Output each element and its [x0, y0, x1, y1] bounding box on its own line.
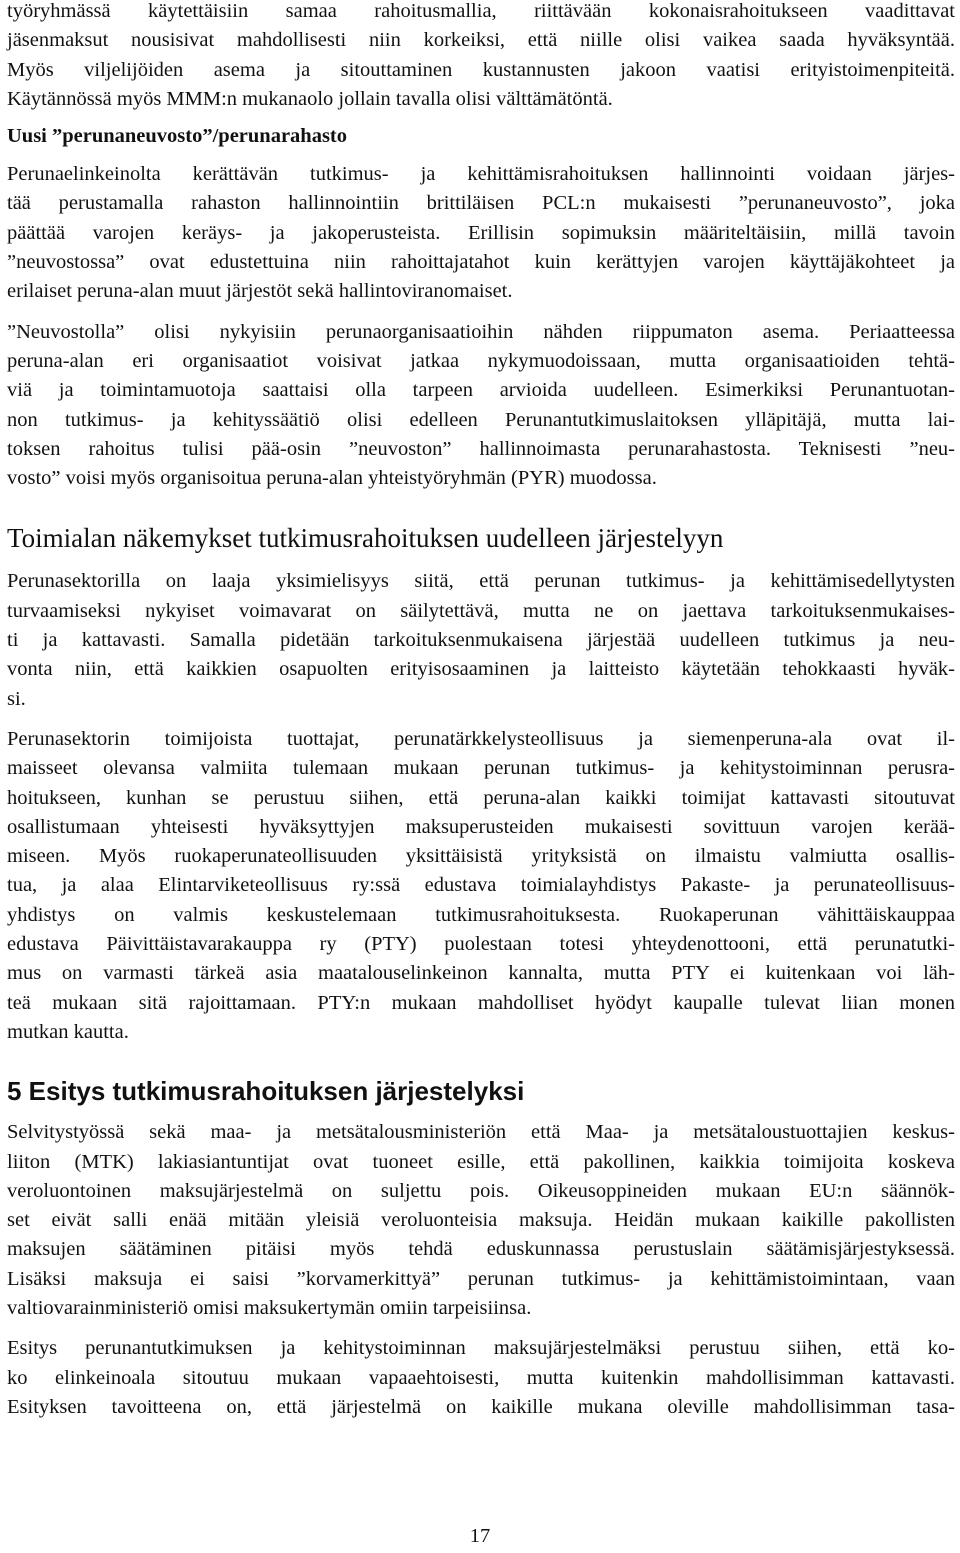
- text-line: mus on varmasti tärkeä asia maatalouselinkeinon kannalta, mutta PTY ei kuitenkaan voi läh-: [7, 962, 955, 985]
- text-line: mutkan kautta.: [7, 1020, 129, 1043]
- text-line: tää perustamalla rahaston hallinnointiin brittiläisen PCL:n mukaisesti ”perunaneuvosto”, joka: [7, 192, 955, 215]
- section-heading: Toimialan näkemykset tutkimusrahoituksen uudelleen järjestelyyn: [7, 523, 724, 554]
- text-line: osallistumaan yhteisesti hyväksyttyjen maksuperusteiden mukaisesti sovittuun varojen kerää-: [7, 815, 955, 838]
- text-line: erilaiset peruna-alan muut järjestöt sekä hallintoviranomaiset.: [7, 280, 513, 303]
- chapter-heading: 5 Esitys tutkimusrahoituksen järjestelyksi: [7, 1076, 525, 1107]
- document-page: [7, 0, 955, 1422]
- text-line: non tutkimus- ja kehityssäätiö olisi edelleen Perunantutkimuslaitoksen ylläpitäjä, mutta lai-: [7, 408, 955, 431]
- text-line: teä mukaan sitä rajoittamaan. PTY:n mukaan mahdolliset hyödyt kaupalle tulevat liian monen: [7, 991, 955, 1014]
- text-line: tua, ja alaa Elintarviketeollisuus ry:ssä edustava toimialayhdistys Pakaste- ja perunateollisuus-: [7, 874, 955, 897]
- text-line: si.: [7, 687, 26, 710]
- text-line: ”Neuvostolla” olisi nykyisiin perunaorganisaatioihin nähden riippumaton asema. Periaatteessa: [7, 320, 955, 343]
- text-line: maisseet olevansa valmiita tulemaan mukaan perunan tutkimus- ja kehitystoiminnan perusra-: [7, 757, 955, 780]
- text-line: ko elinkeinoala sitoutuu mukaan vapaaehtoisesti, mutta kuitenkin mahdollisimman kattavasti.: [7, 1366, 955, 1389]
- text-line: Käytännössä myös MMM:n mukanaolo jollain tavalla olisi välttämätöntä.: [7, 87, 613, 110]
- text-line: ti ja kattavasti. Samalla pidetään tarkoituksenmukaisena järjestää uudelleen tutkimus ja neu-: [7, 629, 955, 652]
- text-line: toksen rahoitus tulisi pää-osin ”neuvoston” hallinnoimasta perunarahastosta. Teknisesti ”neu-: [7, 437, 955, 460]
- text-line: ”neuvostossa” ovat edustettuina niin rahoittajatahot kuin kerättyjen varojen käyttäjäkohteet ja: [7, 251, 955, 274]
- text-line: turvaamiseksi nykyiset voimavarat on säilytettävä, mutta ne on jaettava tarkoituksenmukaises-: [7, 599, 955, 622]
- text-line: vosto” voisi myös organisoitua peruna-alan yhteistyöryhmän (PYR) muodossa.: [7, 467, 657, 490]
- text-line: Lisäksi maksuja ei saisi ”korvamerkittyä” perunan tutkimus- ja kehittämistoimintaan, vaan: [7, 1267, 955, 1290]
- text-line: vonta niin, että kaikkien osapuolten erityisosaaminen ja laitteisto käytetään tehokkaasti hyväk-: [7, 658, 955, 681]
- text-line: set eivät salli enää mitään yleisiä veroluonteisia maksuja. Heidän mukaan kaikille pakollisten: [7, 1209, 955, 1232]
- text-line: peruna-alan eri organisaatiot voisivat jatkaa nykymuodoissaan, mutta organisaatioiden tehtä-: [7, 349, 955, 372]
- text-line: työryhmässä käytettäisiin samaa rahoitusmallia, riittävään kokonaisrahoitukseen vaadittavat: [7, 0, 955, 22]
- page-number: 17: [469, 1525, 491, 1547]
- text-line: Myös viljelijöiden asema ja sitouttaminen kustannusten jakoon vaatisi erityistoimenpiteitä.: [7, 58, 955, 81]
- text-line: miseen. Myös ruokaperunateollisuuden yksittäisistä yrityksistä on ilmaistu valmiutta osallis-: [7, 845, 955, 868]
- text-line: hoitukseen, kunhan se perustuu siihen, että peruna-alan kaikki toimijat kattavasti sitoutuvat: [7, 786, 955, 809]
- text-line: Perunasektorilla on laaja yksimielisyys siitä, että perunan tutkimus- ja kehittämisedellytysten: [7, 570, 955, 593]
- text-line: veroluontoinen maksujärjestelmä on suljettu pois. Oikeusoppineiden mukaan EU:n säännök-: [7, 1179, 955, 1202]
- text-line: liiton (MTK) lakiasiantuntijat ovat tuoneet esille, että pakollinen, kaikkia toimijoita koskeva: [7, 1150, 955, 1173]
- text-line: Perunasektorin toimijoista tuottajat, perunatärkkelysteollisuus ja siemenperuna-ala ovat il-: [7, 727, 955, 750]
- paragraph: [7, 318, 955, 494]
- paragraph: [7, 1334, 955, 1422]
- text-line: jäsenmaksut nousisivat mahdollisesti niin korkeiksi, että niille olisi vaikea saada hyväksyntää.: [7, 29, 955, 52]
- text-line: Selvitystyössä sekä maa- ja metsätalousministeriön että Maa- ja metsätaloustuottajien keskus-: [7, 1121, 955, 1144]
- text-line: maksujen säätäminen pitäisi myös tehdä eduskunnassa perustuslain säätämisjärjestyksessä.: [7, 1238, 955, 1261]
- paragraph: [7, 725, 955, 1047]
- text-line: Perunaelinkeinolta kerättävän tutkimus- ja kehittämisrahoituksen hallinnointi voidaan järjes-: [7, 163, 955, 186]
- text-line: edustava Päivittäistavarakauppa ry (PTY) puolestaan totesi yhteydenottooni, että perunatutki-: [7, 933, 955, 956]
- paragraph: [7, 160, 955, 306]
- text-line: päättää varojen keräys- ja jakoperusteista. Erillisin sopimuksin määriteltäisiin, millä tavoin: [7, 221, 955, 244]
- text-line: valtiovarainministeriö omisi maksukertymän omiin tarpeisiinsa.: [7, 1296, 532, 1319]
- subheading: Uusi ”perunaneuvosto”/perunarahasto: [7, 125, 348, 148]
- text-line: viä ja toimintamuotoja saattaisi olla tarpeen arvioida uudelleen. Esimerkiksi Perunantuotan-: [7, 379, 955, 402]
- paragraph: [7, 0, 955, 114]
- text-line: yhdistys on valmis keskustelemaan tutkimusrahoituksesta. Ruokaperunan vähittäiskauppaa: [7, 903, 955, 926]
- text-line: Esitys perunantutkimuksen ja kehitystoiminnan maksujärjestelmäksi perustuu siihen, että ko-: [7, 1337, 955, 1360]
- paragraph: [7, 1118, 955, 1323]
- text-line: Esityksen tavoitteena on, että järjestelmä on kaikille mukana oleville mahdollisimman tasa-: [7, 1395, 955, 1418]
- paragraph: [7, 567, 955, 713]
